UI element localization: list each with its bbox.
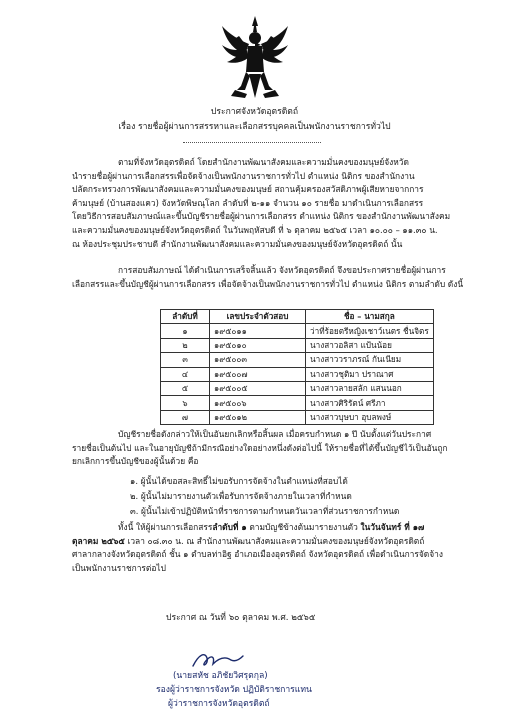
cell-order: ๒ <box>161 338 210 352</box>
paragraph-line: ตามที่จังหวัดอุตรดิตถ์ โดยสำนักงานพัฒนาสังคมและความมั่นคงของมนุษย์จังหวัด <box>118 157 409 167</box>
report-text: เวลา ๐๘.๓๐ น. ณ สำนักงานพัฒนาสังคมและความมั่นคงของมนุษย์จังหวัดอุตรดิตถ์ <box>124 535 425 546</box>
report-month: ตุลาคม ๒๕๖๕ <box>72 535 125 546</box>
table-row <box>161 338 434 352</box>
paragraph-line: โดยวิธีการสอบสัมภาษณ์และขึ้นบัญชีรายชื่อผู้ผ่านการเลือกสรร ตำแหน่ง นิติกร ของสำนักงานพัฒนาสังคม <box>72 211 451 222</box>
announce-date: ประกาศ ณ วันที่ ๖๐ ตุลาคม พ.ศ. ๒๕๖๕ <box>166 613 316 623</box>
paragraph-line <box>72 535 474 549</box>
cell-exam-id: ๑๙๕๐๑๑ <box>210 324 306 338</box>
condition-item: ๓. ผู้นั้นไม่เข้าปฏิบัติหน้าที่ราชการตามกำหนดวันเวลาที่ส่วนราชการกำหนด <box>130 506 400 516</box>
cell-exam-id: ๑๙๕๐๐๓ <box>210 353 306 367</box>
paragraph-line: บัญชีรายชื่อดังกล่าวให้เป็นอันยกเลิกหรือสิ้นผล เมื่อครบกำหนด ๑ ปี นับตั้งแต่วันประกาศ <box>118 429 432 439</box>
paragraph-line: ยกเลิกการขึ้นบัญชีของผู้นั้นด้วย คือ <box>72 456 199 467</box>
cell-name: ว่าที่ร้อยตรีหญิงเชาว์เนตร ชื่นจิตร <box>306 324 434 338</box>
paragraph-line: ณ ห้องประชุมประชาบดี สำนักงานพัฒนาสังคมและความมั่นคงของมนุษย์จังหวัดอุตรดิตถ์ นั้น <box>72 238 403 249</box>
cell-order: ๗ <box>161 410 210 424</box>
report-rank: ลำดับที่ ๑ <box>212 522 247 532</box>
condition-item: ๒. ผู้นั้นไม่มารายงานตัวเพื่อรับการจัดจ้างภายในเวลาที่กำหนด <box>130 491 352 501</box>
paragraph-report <box>72 521 474 575</box>
report-text: ทั้งนี้ ให้ผู้ผ่านการเลือกสรร <box>118 522 213 532</box>
table-row <box>161 410 434 424</box>
cell-name: นางสาวชุติมา ปราณาศ <box>306 367 434 381</box>
paragraph-line <box>72 521 474 535</box>
paragraph-line: ปลัดกระทรวงการพัฒนาสังคมและความมั่นคงของมนุษย์ สถานคุ้มครองสวัสดิภาพผู้เสียหายจากการ <box>72 184 424 195</box>
column-header-order: ลำดับที่ <box>161 310 210 324</box>
table-header-row <box>161 310 434 324</box>
garuda-emblem <box>219 14 291 102</box>
paragraph-line: นำรายชื่อผู้ผ่านการเลือกสรรเพื่อจัดจ้างเป็นพนักงานราชการทั่วไป ตำแหน่ง นิติกร ของสำนักงาน <box>72 170 415 181</box>
paragraph-line: และความมั่นคงของมนุษย์จังหวัดอุตรดิตถ์ ในวันพฤหัสบดี ที่ ๖ ตุลาคม ๒๕๖๕ เวลา ๑๐.๐๐ – ๑๑.๓๐ น. <box>72 224 438 235</box>
paragraph-intro <box>72 156 474 251</box>
paragraph-line: การสอบสัมภาษณ์ ได้ดำเนินการเสร็จสิ้นแล้ว จังหวัดอุตรดิตถ์ จึงขอประกาศรายชื่อผู้ผ่านการ <box>118 265 446 275</box>
separator-line <box>183 142 321 143</box>
paragraph-line: ศาลากลางจังหวัดอุตรดิตถ์ ชั้น ๑ ตำบลท่าอิฐ อำเภอเมืองอุตรดิตถ์ จังหวัดอุตรดิตถ์ เพื่อดำเนินการจัดจ้าง <box>72 549 443 560</box>
handwritten-signature <box>185 650 245 672</box>
results-table <box>160 309 434 425</box>
cell-name: นางสาวลายสลัก แสนนอก <box>306 381 434 395</box>
cell-name: นางสาวบุษบา อุบลพงษ์ <box>306 410 434 424</box>
cell-order: ๔ <box>161 367 210 381</box>
paragraph-validity <box>72 428 474 469</box>
report-text: ตามบัญชีข้างต้นมารายงานตัว <box>246 522 361 532</box>
signatory-name: (นายสหัช อภิชัยวิศรุตกุล) <box>173 671 268 681</box>
column-header-name: ชื่อ – นามสกุล <box>306 310 434 324</box>
paragraph-line: เลือกสรรและขึ้นบัญชีผู้ผ่านการเลือกสรร เพื่อจัดจ้างเป็นพนักงานราชการทั่วไป ตำแหน่ง นิติกร ตามลำดับ ดังนี้ <box>72 278 464 289</box>
signatory-position: ผู้ว่าราชการจังหวัดอุตรดิตถ์ <box>168 699 270 709</box>
column-header-exam-id: เลขประจำตัวสอบ <box>210 310 306 324</box>
cell-exam-id: ๑๙๕๐๐๕ <box>210 381 306 395</box>
cell-exam-id: ๑๙๕๐๐๖ <box>210 396 306 410</box>
cell-order: ๑ <box>161 324 210 338</box>
table-row <box>161 396 434 410</box>
cell-order: ๕ <box>161 381 210 395</box>
document-title: ประกาศจังหวัดอุตรดิตถ์ <box>210 107 299 117</box>
paragraph-line: ค้ามนุษย์ (บ้านสองแคว) จังหวัดพิษณุโลก ลำดับที่ ๒-๑๑ จำนวน ๑๐ รายชื่อ มาดำเนินการเลือกสรร <box>72 197 424 208</box>
cell-name: นางสาวอลิสา แป้นน้อย <box>306 338 434 352</box>
cell-exam-id: ๑๙๕๐๐๗ <box>210 367 306 381</box>
table-row <box>161 324 434 338</box>
paragraph-line: รายชื่อเป็นต้นไป และในอายุบัญชีถ้ามีกรณีอย่างใดอย่างหนึ่งดังต่อไปนี้ ให้รายชื่อที่ได้ขึ้นบัญชีไว้เป็นอันถูก <box>72 442 448 453</box>
cell-name: นางสาววราภรณ์ กันเนียม <box>306 353 434 367</box>
table-row <box>161 381 434 395</box>
condition-item: ๑. ผู้นั้นได้ขอสละสิทธิ์ไม่ขอรับการจัดจ้างในตำแหน่งที่สอบได้ <box>130 476 348 486</box>
cell-order: ๓ <box>161 353 210 367</box>
document-subject: เรื่อง รายชื่อผู้ผ่านการสรรหาและเลือกสรรบุคคลเป็นพนักงานราชการทั่วไป <box>118 122 391 132</box>
table-row <box>161 353 434 367</box>
signatory-position: รองผู้ว่าราชการจังหวัด ปฏิบัติราชการแทน <box>156 685 312 695</box>
paragraph-result <box>72 264 474 291</box>
table-row <box>161 367 434 381</box>
cell-exam-id: ๑๙๕๐๑๐ <box>210 338 306 352</box>
cell-name: นางสาวศิริรัตน์ ศรีภา <box>306 396 434 410</box>
cell-order: ๖ <box>161 396 210 410</box>
report-day: ในวันจันทร์ ที่ ๑๗ <box>360 522 425 532</box>
cell-exam-id: ๑๙๕๐๑๒ <box>210 410 306 424</box>
paragraph-line: เป็นพนักงานราชการต่อไป <box>72 562 166 573</box>
